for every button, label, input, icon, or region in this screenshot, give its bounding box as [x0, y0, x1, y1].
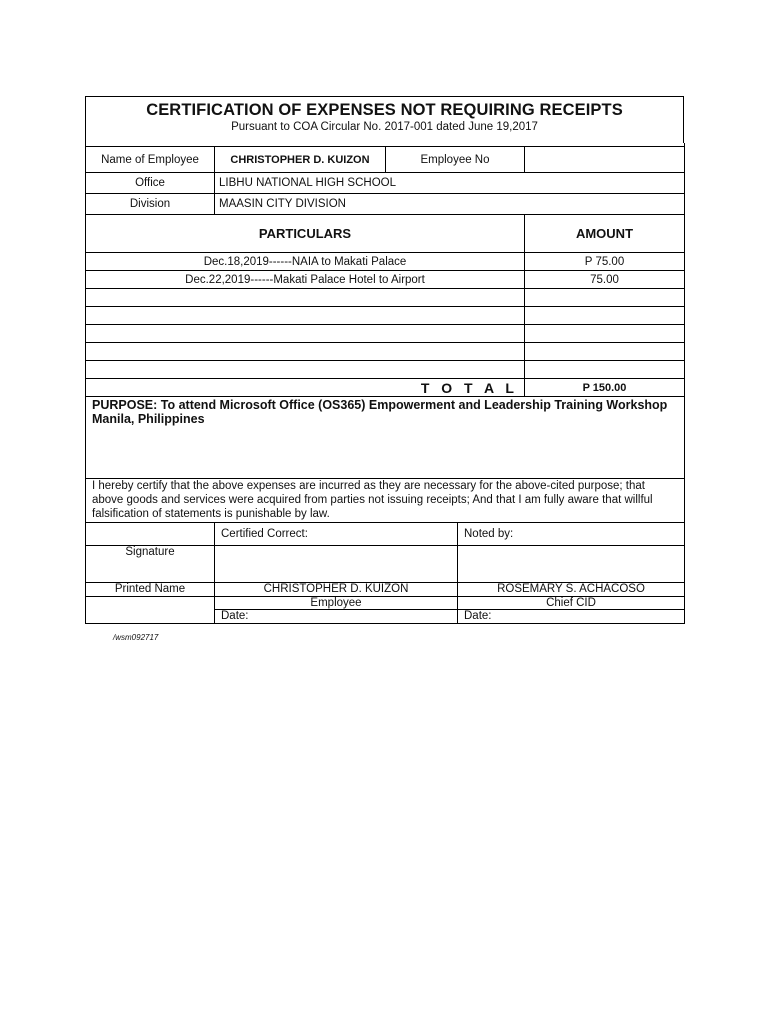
table-row — [86, 343, 685, 361]
noted-by-label: Noted by: — [458, 523, 685, 545]
printed-name-label: Printed Name — [86, 582, 215, 596]
table-row — [86, 253, 685, 271]
certified-position: Employee — [215, 596, 458, 609]
particular-cell: Dec.18,2019------NAIA to Makati Palace — [86, 253, 525, 271]
name-value: CHRISTOPHER D. KUIZON — [215, 147, 386, 173]
division-label: Division — [86, 194, 215, 215]
table-row — [86, 271, 685, 289]
amount-cell — [525, 289, 685, 307]
certified-correct-label: Certified Correct: — [215, 523, 458, 545]
particulars-header-row — [86, 215, 685, 253]
amount-cell — [525, 361, 685, 379]
employee-no-label: Employee No — [386, 147, 525, 173]
table-row — [86, 361, 685, 379]
certification-row — [86, 479, 685, 523]
total-value: P 150.00 — [525, 379, 685, 397]
particular-cell — [86, 361, 525, 379]
certified-signature-box — [215, 545, 458, 582]
particular-cell — [86, 289, 525, 307]
certified-name: CHRISTOPHER D. KUIZON — [215, 582, 458, 596]
employee-row — [86, 147, 685, 173]
amount-cell — [525, 307, 685, 325]
amount-header: AMOUNT — [525, 215, 685, 253]
particular-cell — [86, 307, 525, 325]
particular-cell — [86, 325, 525, 343]
amount-cell: 75.00 — [525, 271, 685, 289]
office-label: Office — [86, 173, 215, 194]
amount-cell: P 75.00 — [525, 253, 685, 271]
total-label: T O T A L — [86, 379, 525, 397]
amount-cell — [525, 343, 685, 361]
printed-name-row — [86, 582, 685, 596]
certification-form — [85, 96, 684, 624]
table-row — [86, 325, 685, 343]
noted-position: Chief CID — [458, 596, 685, 609]
division-value: MAASIN CITY DIVISION — [215, 194, 685, 215]
form-subtitle: Pursuant to COA Circular No. 2017-001 dated June 19,2017 — [231, 121, 538, 133]
form-table — [85, 143, 685, 523]
date-row — [86, 609, 685, 623]
particulars-header: PARTICULARS — [86, 215, 525, 253]
office-row — [86, 173, 685, 194]
noted-signature-box — [458, 545, 685, 582]
name-label: Name of Employee — [86, 147, 215, 173]
certification-text: I hereby certify that the above expenses are incurred as they are necessary for the above-cited purpose; that above goods and services were acquired from parties not issuing receipts; And that I am fully aware that willful falsification of statements is punishable by law. — [86, 479, 685, 523]
division-row — [86, 194, 685, 215]
purpose-text: PURPOSE: To attend Microsoft Office (OS365) Empowerment and Leadership Training Workshop Manila, Philippines — [86, 397, 685, 479]
signature-table — [85, 523, 685, 624]
particular-cell — [86, 343, 525, 361]
form-header — [85, 96, 684, 143]
total-row — [86, 379, 685, 397]
position-row — [86, 596, 685, 609]
office-value: LIBHU NATIONAL HIGH SCHOOL — [215, 173, 685, 194]
certified-date-label: Date: — [215, 609, 458, 623]
form-title: CERTIFICATION OF EXPENSES NOT REQUIRING RECEIPTS — [146, 101, 623, 119]
signature-header-row — [86, 523, 685, 545]
amount-cell — [525, 325, 685, 343]
purpose-row — [86, 397, 685, 479]
signature-label: Signature — [86, 545, 215, 582]
signature-row — [86, 545, 685, 582]
employee-no-value — [525, 147, 685, 173]
noted-name: ROSEMARY S. ACHACOSO — [458, 582, 685, 596]
table-row — [86, 307, 685, 325]
table-row — [86, 289, 685, 307]
footer-code: /wsm092717 — [113, 633, 159, 642]
particular-cell: Dec.22,2019------Makati Palace Hotel to Airport — [86, 271, 525, 289]
noted-date-label: Date: — [458, 609, 685, 623]
